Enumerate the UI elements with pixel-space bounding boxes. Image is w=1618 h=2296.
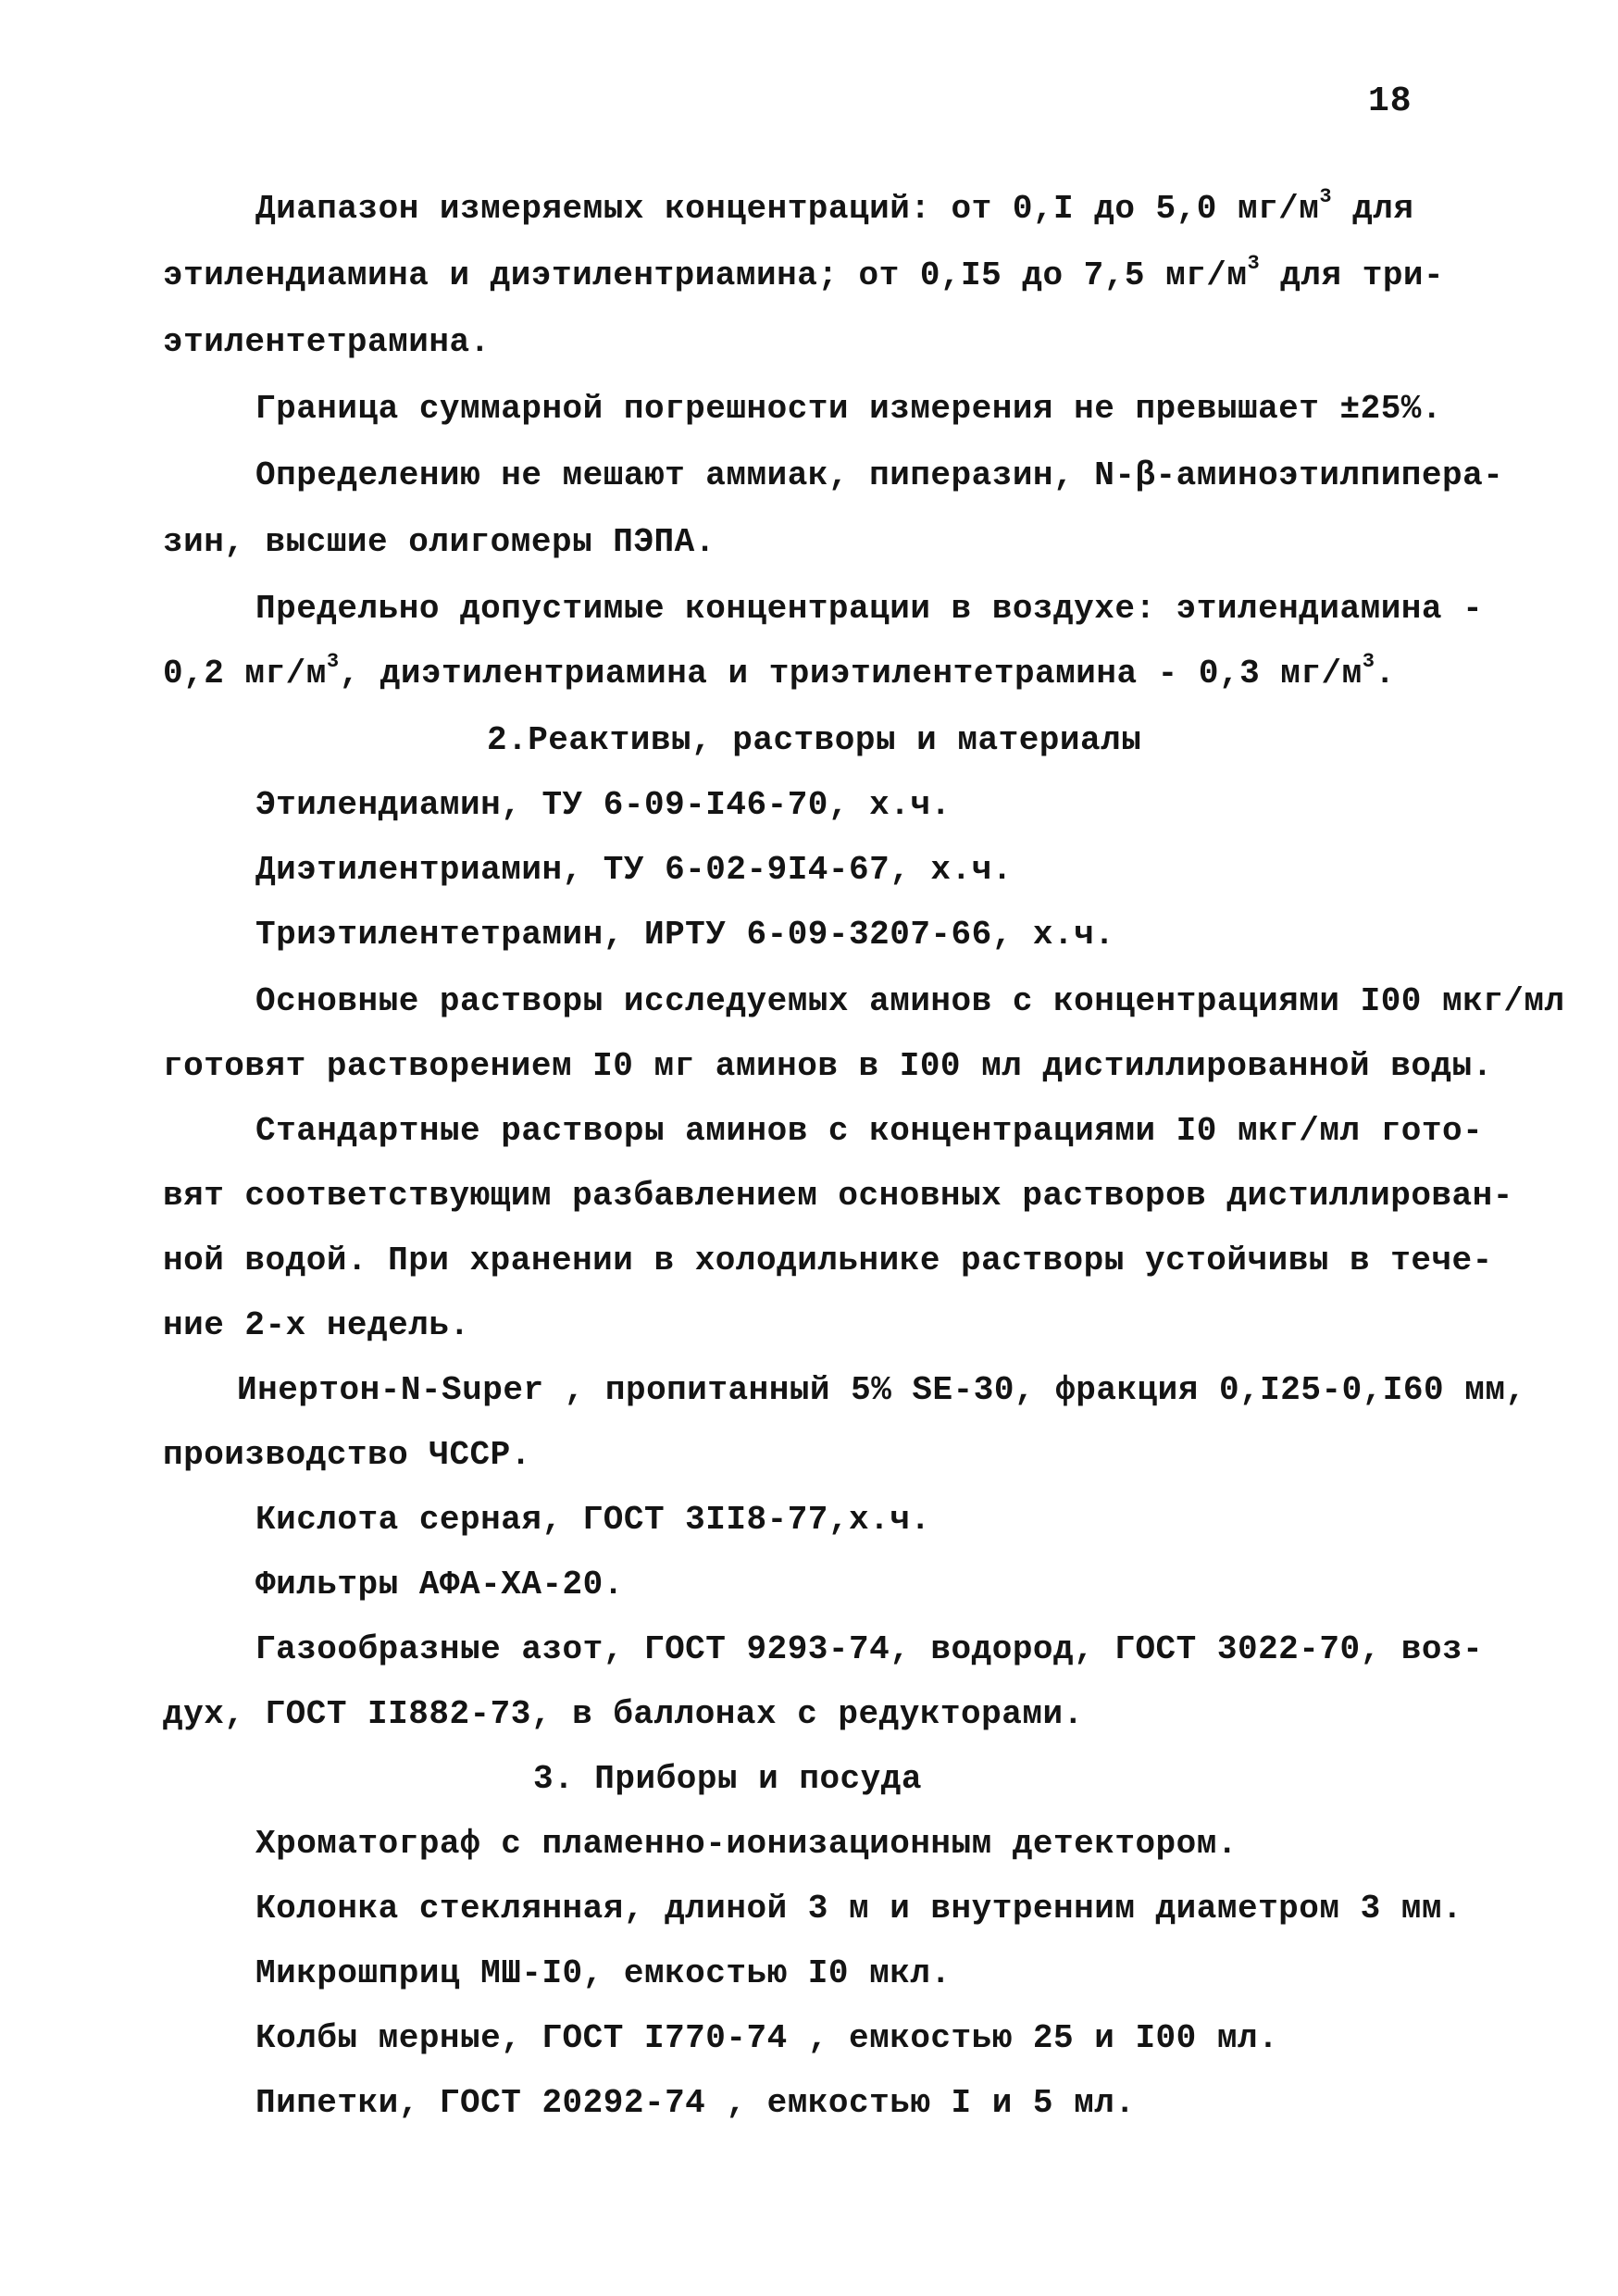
text-line: дух, ГОСТ II882-73, в баллонах с редукторами. bbox=[163, 1695, 1084, 1733]
text-line: Микрошприц МШ-I0, емкостью I0 мкл. bbox=[255, 1954, 952, 1992]
text-line: Хроматограф с пламенно-ионизационным детектором. bbox=[255, 1825, 1238, 1863]
text-line: Газообразные азот, ГОСТ 9293-74, водород, ГОСТ 3022-70, воз- bbox=[255, 1630, 1484, 1668]
text-line: ние 2-х недель. bbox=[163, 1306, 470, 1344]
text-line: вят соответствующим разбавлением основных растворов дистиллирован- bbox=[163, 1177, 1513, 1215]
text-line: Диапазон измеряемых концентраций: от 0,I до 5,0 $мг/м^3$ для bbox=[255, 185, 1414, 228]
text-line: Колонка стеклянная, длиной 3 м и внутренним диаметром 3 мм. bbox=[255, 1890, 1463, 1928]
text-line: зин, высшие олигомеры ПЭПА. bbox=[163, 523, 716, 561]
text-line: ной водой. При хранении в холодильнике растворы устойчивы в тече- bbox=[163, 1242, 1493, 1279]
text-line: этилендиамина и диэтилентриамина; от 0,I5 до 7,5 $мг/м^3$ для три- bbox=[163, 252, 1445, 294]
text-line: Предельно допустимые концентрации в воздухе: этилендиамина - bbox=[255, 590, 1484, 628]
text-line: готовят растворением I0 мг аминов в I00 мл дистиллированной воды. bbox=[163, 1047, 1493, 1085]
text-line: Триэтилентетрамин, ИРТУ 6-09-3207-66, х.ч. bbox=[255, 916, 1115, 954]
text-line: Стандартные растворы аминов с концентрациями I0 мкг/мл гото- bbox=[255, 1112, 1484, 1150]
text-line: Определению не мешают аммиак, пиперазин, N-β-аминоэтилпипера- bbox=[255, 456, 1504, 494]
text-line: Основные растворы исследуемых аминов с концентрациями I00 мкг/мл bbox=[255, 982, 1565, 1020]
text-line: 0,2 $мг/м^3$, диэтилентриамина и триэтилентетрамина - 0,3 $мг/м^3$. bbox=[163, 650, 1396, 693]
text-line: Пипетки, ГОСТ 20292-74 , емкостью I и 5 мл. bbox=[255, 2084, 1136, 2122]
section-heading: 2.Реактивы, растворы и материалы bbox=[487, 721, 1142, 759]
text-line: Кислота серная, ГОСТ 3II8-77,х.ч. bbox=[255, 1501, 931, 1539]
text-line: Диэтилентриамин, ТУ 6-02-9I4-67, х.ч. bbox=[255, 851, 1013, 889]
text-line: Этилендиамин, ТУ 6-09-I46-70, х.ч. bbox=[255, 786, 952, 824]
page-number: 18 bbox=[1368, 81, 1413, 121]
text-line: производство ЧССР. bbox=[163, 1436, 531, 1474]
text-line: Граница суммарной погрешности измерения не превышает ±25%. bbox=[255, 390, 1443, 428]
text-line: Инертон-N-Super , пропитанный 5% SE-30, фракция 0,I25-0,I60 мм, bbox=[237, 1371, 1526, 1409]
text-line: этилентетрамина. bbox=[163, 323, 491, 361]
text-line: Фильтры АФА-ХА-20. bbox=[255, 1566, 624, 1603]
text-line: Колбы мерные, ГОСТ I770-74 , емкостью 25 и I00 мл. bbox=[255, 2019, 1279, 2057]
section-heading: 3. Приборы и посуда bbox=[533, 1760, 922, 1798]
